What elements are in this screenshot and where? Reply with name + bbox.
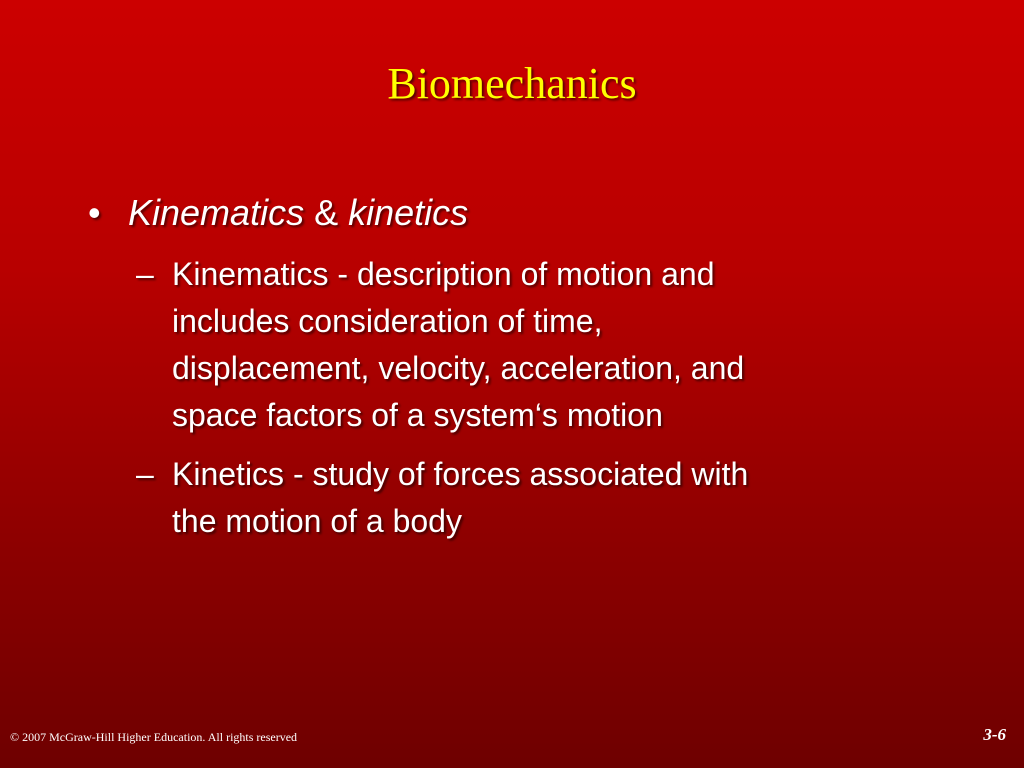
subbullet-line: displacement, velocity, acceleration, and xyxy=(172,350,745,386)
subbullet-marker: – xyxy=(136,256,154,292)
page-number: 3-6 xyxy=(983,725,1006,744)
subbullet-marker: – xyxy=(136,456,154,492)
bullet-marker: • xyxy=(88,192,101,233)
bullet-term-kinetics: kinetics xyxy=(348,192,469,233)
slide-title: Biomechanics xyxy=(387,59,637,108)
copyright-footer: © 2007 McGraw-Hill Higher Education. All rights reserved xyxy=(10,730,298,744)
bullet-connector: & xyxy=(314,192,339,233)
subbullet-kinetics xyxy=(136,451,906,545)
main-bullet xyxy=(88,191,468,235)
subbullet-line: includes consideration of time, xyxy=(172,303,603,339)
bullet-term-kinematics: Kinematics xyxy=(128,192,305,233)
subbullet-line: Kinetics - study of forces associated with xyxy=(172,456,749,492)
subbullet-line: the motion of a body xyxy=(172,503,462,539)
subbullet-line: Kinematics - description of motion and xyxy=(172,256,715,292)
subbullet-line: space factors of a system‘s motion xyxy=(172,397,663,433)
subbullet-kinematics xyxy=(136,251,906,439)
